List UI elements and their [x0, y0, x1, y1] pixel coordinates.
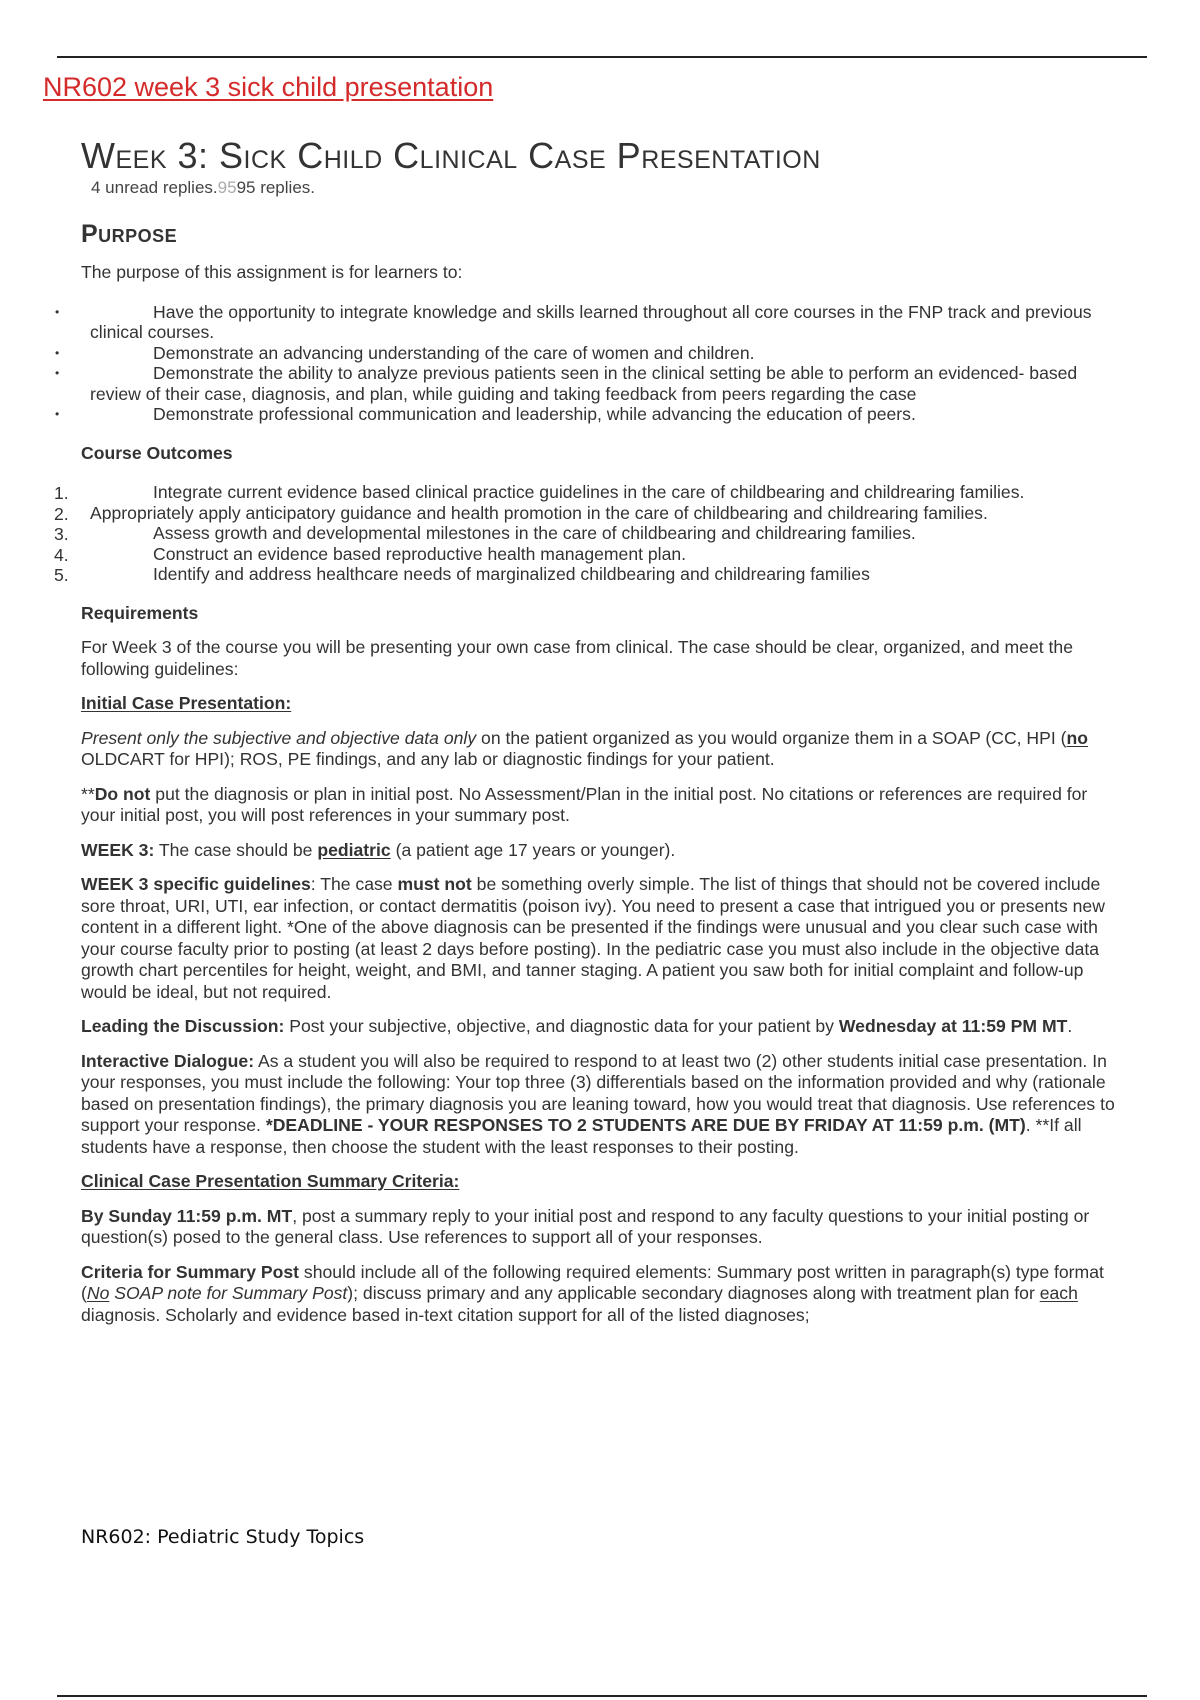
leading-discussion-paragraph	[81, 1016, 1126, 1038]
purpose-bullet-list	[0, 302, 1126, 425]
text-span: As a student you will also be required to respond to at least two (2) other students initial case presentation. In your responses, you must include the following: Your top three (3) differentials based on the information provided and why (rationale based on presentation findings), the primary diagnosis you are leaning toward, how you would treat that diagnosis. Use references to support your response.	[81, 1050, 1115, 1135]
bullet-dot: •	[55, 304, 60, 319]
interactive-dialogue-paragraph	[81, 1051, 1126, 1159]
page-title: Week 3: Sick Child Clinical Case Presentation	[81, 135, 821, 176]
must-not-emphasis: must not	[397, 874, 472, 894]
text-span: should include all of the following required elements: Summary post written in paragraph(s) type format (	[81, 1261, 1104, 1303]
bullet-text: Demonstrate the ability to analyze previous patients seen in the clinical setting be able to perform an evidenced-	[153, 363, 1025, 383]
initial-case-paragraph-2	[81, 784, 1126, 827]
course-outcome-item	[0, 523, 1126, 544]
no-emphasis: No	[86, 1283, 110, 1303]
subjective-objective-note: Present only the subjective and objective data only	[81, 727, 477, 748]
text-span: . **If all students have a response, then choose the student with the least responses to their posting.	[81, 1115, 1082, 1157]
top-rule	[57, 56, 1147, 58]
purpose-heading: Purpose	[81, 220, 178, 248]
guidelines-label: WEEK 3 specific guidelines	[81, 874, 311, 894]
outcome-number: 1.	[54, 483, 69, 503]
text-span: ); discuss primary and any applicable secondary diagnoses along with treatment plan for	[347, 1283, 1040, 1303]
each-emphasis: each	[1039, 1283, 1078, 1303]
leading-label: Leading the Discussion:	[81, 1016, 285, 1036]
outcome-number: 3.	[54, 524, 69, 544]
purpose-bullet-item	[0, 404, 1126, 425]
ghost-count: 95	[217, 178, 237, 197]
week3-age-paragraph	[81, 840, 1126, 862]
bullet-dot: •	[55, 366, 60, 380]
replies-count[interactable]	[91, 178, 1126, 198]
course-outcome-item	[0, 564, 1126, 585]
outcome-number: 5.	[54, 565, 69, 585]
bullet-text: Demonstrate an advancing understanding of the care of women and children.	[153, 342, 755, 363]
week3-guidelines-paragraph	[81, 874, 1126, 1003]
requirements-intro: For Week 3 of the course you will be presenting your own case from clinical. The case should be clear, organized, and meet the following guidelines:	[81, 637, 1073, 679]
week3-label: WEEK 3:	[81, 839, 155, 860]
outcome-text: Identify and address healthcare needs of marginalized childbearing and childrearing families	[153, 564, 870, 584]
course-outcomes-heading: Course Outcomes	[81, 442, 233, 463]
study-topics-heading: NR602: Pediatric Study Topics	[81, 1526, 365, 1548]
wednesday-deadline: Wednesday at 11:59 PM MT	[838, 1016, 1068, 1036]
bullet-text-continued: previous clinical courses.	[90, 301, 1092, 342]
summary-paragraph-2	[81, 1262, 1126, 1327]
summary-paragraph-1	[81, 1206, 1126, 1249]
pediatric-emphasis: pediatric	[317, 839, 391, 860]
purpose-bullet-item	[0, 302, 1126, 343]
initial-case-paragraph-1	[81, 728, 1126, 771]
text-span: (a patient age 17 years or younger).	[390, 839, 676, 860]
criteria-label: Criteria for Summary Post	[81, 1261, 300, 1282]
bullet-text: Have the opportunity to integrate knowledge and skills learned throughout all core courses in the FNP track and	[153, 301, 1021, 322]
purpose-bullet-item	[0, 343, 1126, 364]
bullet-dot: •	[55, 407, 60, 421]
outcome-text: Construct an evidence based reproductive health management plan.	[153, 543, 687, 564]
summary-criteria-heading: Clinical Case Presentation Summary Criteria:	[81, 1171, 460, 1191]
text-span: The case should be	[154, 839, 318, 860]
text-span: , post a summary reply to your initial post and respond to any faculty questions to your initial posting or question(s) posed to the general class. Use references to support all of your responses.	[81, 1205, 1090, 1247]
text-span: **	[81, 783, 95, 804]
requirements-heading: Requirements	[81, 602, 199, 623]
text-span: be something overly simple. The list of things that should not be covered include sore throat, URI, UTI, ear infection, or contact dermatitis (poison ivy). You need to present a case that intrigued you or presents new content in a different light. *One of the above diagnosis can be presented if the findings were unusual and you clear such case with your course faculty prior to posting (at least 2 days before posting). In the pediatric case you must also include in the objective data growth chart percentiles for height, weight, and BMI, and tanner staging. A patient you saw both for initial complaint and follow-up would be ideal, but not required.	[81, 874, 1105, 1002]
text-span: diagnosis. Scholarly and evidence based in-text citation support for all of the listed diagnoses;	[81, 1304, 810, 1325]
text-span: OLDCART for HPI); ROS, PE findings, and any lab or diagnostic findings for your patient.	[81, 749, 775, 769]
bullet-dot: •	[55, 345, 60, 360]
text-span: Post your subjective, objective, and diagnostic data for your patient by	[284, 1016, 839, 1036]
outcome-number: 4.	[54, 544, 69, 565]
text-span: : The case	[310, 874, 398, 894]
outcome-text: Integrate current evidence based clinical practice guidelines in the care of childbearing and childrearing families.	[153, 482, 1025, 502]
text-span: .	[1067, 1016, 1073, 1036]
course-outcomes-list	[0, 482, 1126, 585]
course-outcome-item	[0, 544, 1126, 565]
total-replies: 95 replies.	[236, 178, 315, 197]
outcome-text: Assess growth and developmental milestones in the care of childbearing and childrearing families.	[153, 523, 916, 543]
soap-note-italic: SOAP note for Summary Post	[109, 1283, 348, 1303]
purpose-bullet-item	[0, 363, 1126, 404]
purpose-intro: The purpose of this assignment is for learners to:	[81, 262, 463, 282]
unread-replies: 4 unread replies.	[91, 178, 218, 197]
bullet-text: Demonstrate professional communication and leadership, while advancing the education of peers.	[153, 404, 916, 424]
outcome-text: Appropriately apply anticipatory guidance and health promotion in the care of childbearing and childrearing	[90, 502, 919, 523]
initial-case-heading: Initial Case Presentation:	[81, 693, 292, 713]
no-emphasis: no	[1066, 727, 1089, 748]
course-outcome-item	[0, 503, 1126, 524]
bottom-rule	[57, 1695, 1147, 1697]
document-title-link[interactable]: NR602 week 3 sick child presentation	[43, 72, 494, 102]
outcome-number: 2.	[54, 503, 69, 524]
friday-deadline: *DEADLINE - YOUR RESPONSES TO 2 STUDENTS ARE DUE BY FRIDAY AT 11:59 p.m. (MT)	[265, 1115, 1026, 1135]
outcome-text-continued: families.	[923, 502, 988, 523]
text-span: on the patient organized as you would organize them in a SOAP (CC, HPI (	[476, 727, 1067, 748]
text-span: put the diagnosis or plan in initial post. No Assessment/Plan in the initial post. No citations or references are required for your initial post, you will post references in your summary post.	[81, 783, 1088, 825]
sunday-deadline: By Sunday 11:59 p.m. MT	[81, 1205, 293, 1226]
course-outcome-item	[0, 482, 1126, 503]
page-content	[54, 134, 1126, 1326]
do-not-emphasis: Do not	[94, 783, 151, 804]
interactive-label: Interactive Dialogue:	[81, 1050, 255, 1071]
bullet-text-continued: based review of their case, diagnosis, and plan, while guiding and taking feedback from peers regarding the case	[90, 363, 1078, 404]
